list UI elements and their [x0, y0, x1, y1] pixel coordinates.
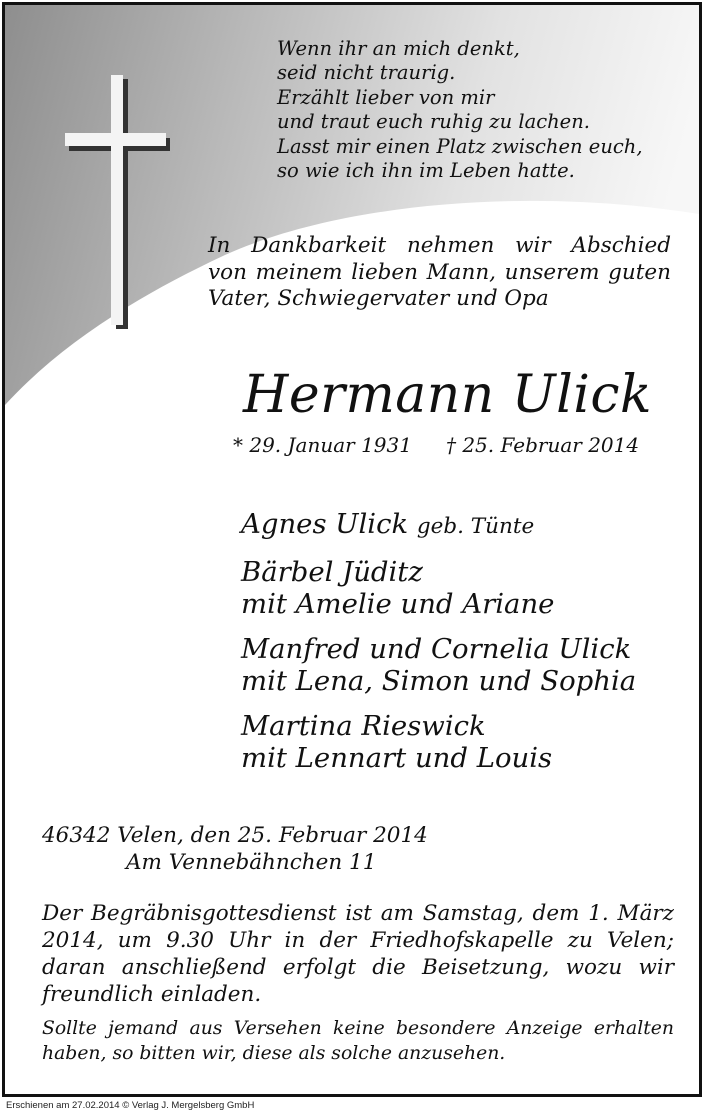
service-line: 2014, um 9.30 Uhr in der Friedhofskapelle zu Velen; [42, 928, 674, 953]
maiden-name: geb. Tünte [416, 514, 535, 539]
family-name: Bärbel Jüditz [241, 556, 423, 588]
family-name: Martina Rieswick [241, 710, 486, 742]
poem-line: seid nicht traurig. [277, 61, 456, 85]
street-address: Am Vennebähnchen 11 [126, 850, 377, 875]
poem-line: Lasst mir einen Platz zwischen euch, [277, 134, 643, 158]
family-group [241, 556, 636, 620]
service-line: freundlich einladen. [42, 982, 262, 1007]
birth-date: * 29. Januar 1931 [233, 433, 412, 457]
family-children: mit Lena, Simon und Sophia [241, 665, 637, 697]
poem-line: Wenn ihr an mich denkt, [277, 37, 520, 60]
notice-note [42, 1016, 674, 1066]
intro-line-last: Vater, Schwiegervater und Opa [208, 286, 549, 311]
family-group [241, 633, 636, 697]
family-group [241, 710, 636, 774]
place-line: 46342 Velen, den 25. Februar 2014 [42, 823, 428, 848]
poem-line: so wie ich ihn im Leben hatte. [277, 159, 575, 183]
poem-line: und traut euch ruhig zu lachen. [277, 110, 590, 134]
family-name: Agnes Ulick [241, 508, 409, 540]
place-date [42, 822, 428, 876]
family-children: mit Lennart und Louis [241, 742, 553, 774]
family-group [241, 508, 636, 543]
intro-line: In Dankbarkeit nehmen wir Abschied [208, 233, 671, 258]
note-line: Sollte jemand aus Versehen keine besondere Anzeige erhalten [42, 1018, 674, 1039]
family-list [241, 508, 636, 787]
publication-footer: Erschienen am 27.02.2014 © Verlag J. Mergelsberg GmbH [6, 1100, 255, 1111]
poem [277, 37, 643, 183]
note-line: haben, so bitten wir, diese als solche anzusehen. [42, 1043, 506, 1064]
funeral-service-info [42, 900, 674, 1008]
poem-line: Erzählt lieber von mir [277, 85, 495, 109]
intro-text [208, 233, 671, 313]
deceased-name: Hermann Ulick [243, 365, 653, 425]
family-children: mit Amelie und Ariane [241, 588, 555, 620]
death-date: † 25. Februar 2014 [445, 433, 640, 457]
obituary-notice [2, 2, 702, 1097]
cross-icon [5, 5, 205, 345]
family-name: Manfred und Cornelia Ulick [241, 633, 632, 665]
life-dates [233, 432, 639, 458]
service-line: Der Begräbnisgottesdienst ist am Samstag, dem 1. März [42, 901, 674, 926]
service-line: daran anschließend erfolgt die Beisetzung, wozu wir [42, 955, 674, 980]
intro-line: von meinem lieben Mann, unserem guten [208, 259, 671, 285]
